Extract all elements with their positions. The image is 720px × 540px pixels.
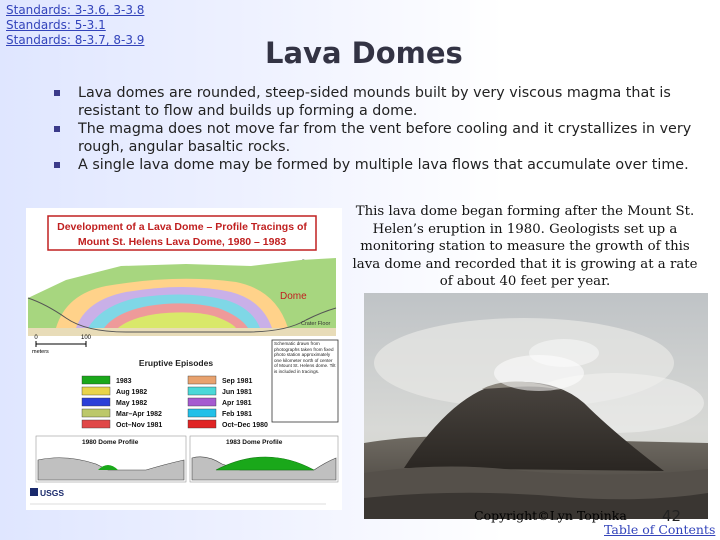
legend-right-swatch-0	[188, 376, 216, 384]
bullet-marker	[54, 126, 60, 132]
standards-link-3[interactable]: Standards: 8-3.7, 8-3.9	[6, 33, 145, 47]
dome-profile-diagram	[26, 208, 342, 510]
bullet-item	[54, 156, 694, 174]
profile-1980-label: 1980 Dome Profile	[82, 439, 139, 446]
scale-zero: 0	[34, 335, 38, 341]
legend-right-swatch-1	[188, 387, 216, 395]
legend-left-label-2: May 1982	[116, 400, 148, 407]
scale-hundred: 100	[80, 335, 92, 341]
bullet-item	[54, 84, 694, 120]
episodes-title: Eruptive Episodes	[138, 358, 214, 368]
bullet-text: Lava domes are rounded, steep-sided mounds built by very viscous magma that is resistant to flow and builds up forming a dome.	[78, 85, 671, 119]
profile-1983-label: 1983 Dome Profile	[226, 439, 283, 446]
dome-caption: This lava dome began forming after the Mount St. Helen’s eruption in 1980. Geologists set up a monitoring station to measure the growth of this lava dome and recorded that it is growing at a rate of about 40 feet per year.	[352, 204, 698, 289]
bullet-item	[54, 120, 694, 156]
legend-right-label-1: Jun 1981	[222, 389, 252, 396]
bullet-text: The magma does not move far from the vent before cooling and it crystallizes in very rough, angular basaltic rocks.	[78, 121, 692, 155]
scale-unit: meters	[32, 349, 49, 355]
crater-floor-label: Crater Floor	[301, 321, 331, 327]
svg-text:USGS: USGS	[40, 488, 65, 498]
bullet-marker	[54, 90, 60, 96]
bullet-text: A single lava dome may be formed by multiple lava flows that accumulate over time.	[78, 157, 689, 173]
dome-label: Dome	[280, 291, 307, 302]
legend-right-label-4: Oct–Dec 1980	[222, 422, 268, 429]
table-of-contents-link[interactable]: Table of Contents	[604, 522, 716, 537]
photo-credit: Copyright©Lyn Topinka	[474, 508, 627, 523]
legend-right-swatch-3	[188, 409, 216, 417]
figure-title-line1: Development of a Lava Dome – Profile Tracings of	[57, 221, 307, 233]
lava-dome-photo	[364, 293, 708, 519]
bullet-list	[54, 84, 694, 174]
legend-left-label-4: Oct–Nov 1981	[116, 422, 163, 429]
legend-right-label-3: Feb 1981	[222, 411, 252, 418]
standards-link-2[interactable]: Standards: 5-3.1	[6, 18, 106, 32]
standards-links	[6, 3, 144, 48]
slide-title: Lava Domes	[265, 36, 463, 70]
legend-right-swatch-2	[188, 398, 216, 406]
legend-left-label-0: 1983	[116, 378, 132, 385]
legend-left-swatch-3	[82, 409, 110, 417]
legend-left-swatch-1	[82, 387, 110, 395]
legend-right-label-2: Apr 1981	[222, 400, 252, 407]
figure-title-line2: Mount St. Helens Lava Dome, 1980 – 1983	[77, 236, 287, 248]
legend-left-label-3: Mar–Apr 1982	[116, 411, 162, 418]
legend-left-swatch-0	[82, 376, 110, 384]
standards-link-1[interactable]: Standards: 3-3.6, 3-3.8	[6, 3, 145, 17]
legend-right-swatch-4	[188, 420, 216, 428]
legend-left-swatch-2	[82, 398, 110, 406]
bullet-marker	[54, 162, 60, 168]
legend-left-label-1: Aug 1982	[116, 389, 148, 396]
schematic-note: Schematic drawn from photographs taken from fixed photo station approximately one kilometer north of center of Mount St. Helens dome. Tilt is included in tracings.	[274, 341, 336, 374]
legend-right-label-0: Sep 1981	[222, 378, 253, 385]
page-number: 42	[662, 507, 682, 525]
legend-left-swatch-4	[82, 420, 110, 428]
